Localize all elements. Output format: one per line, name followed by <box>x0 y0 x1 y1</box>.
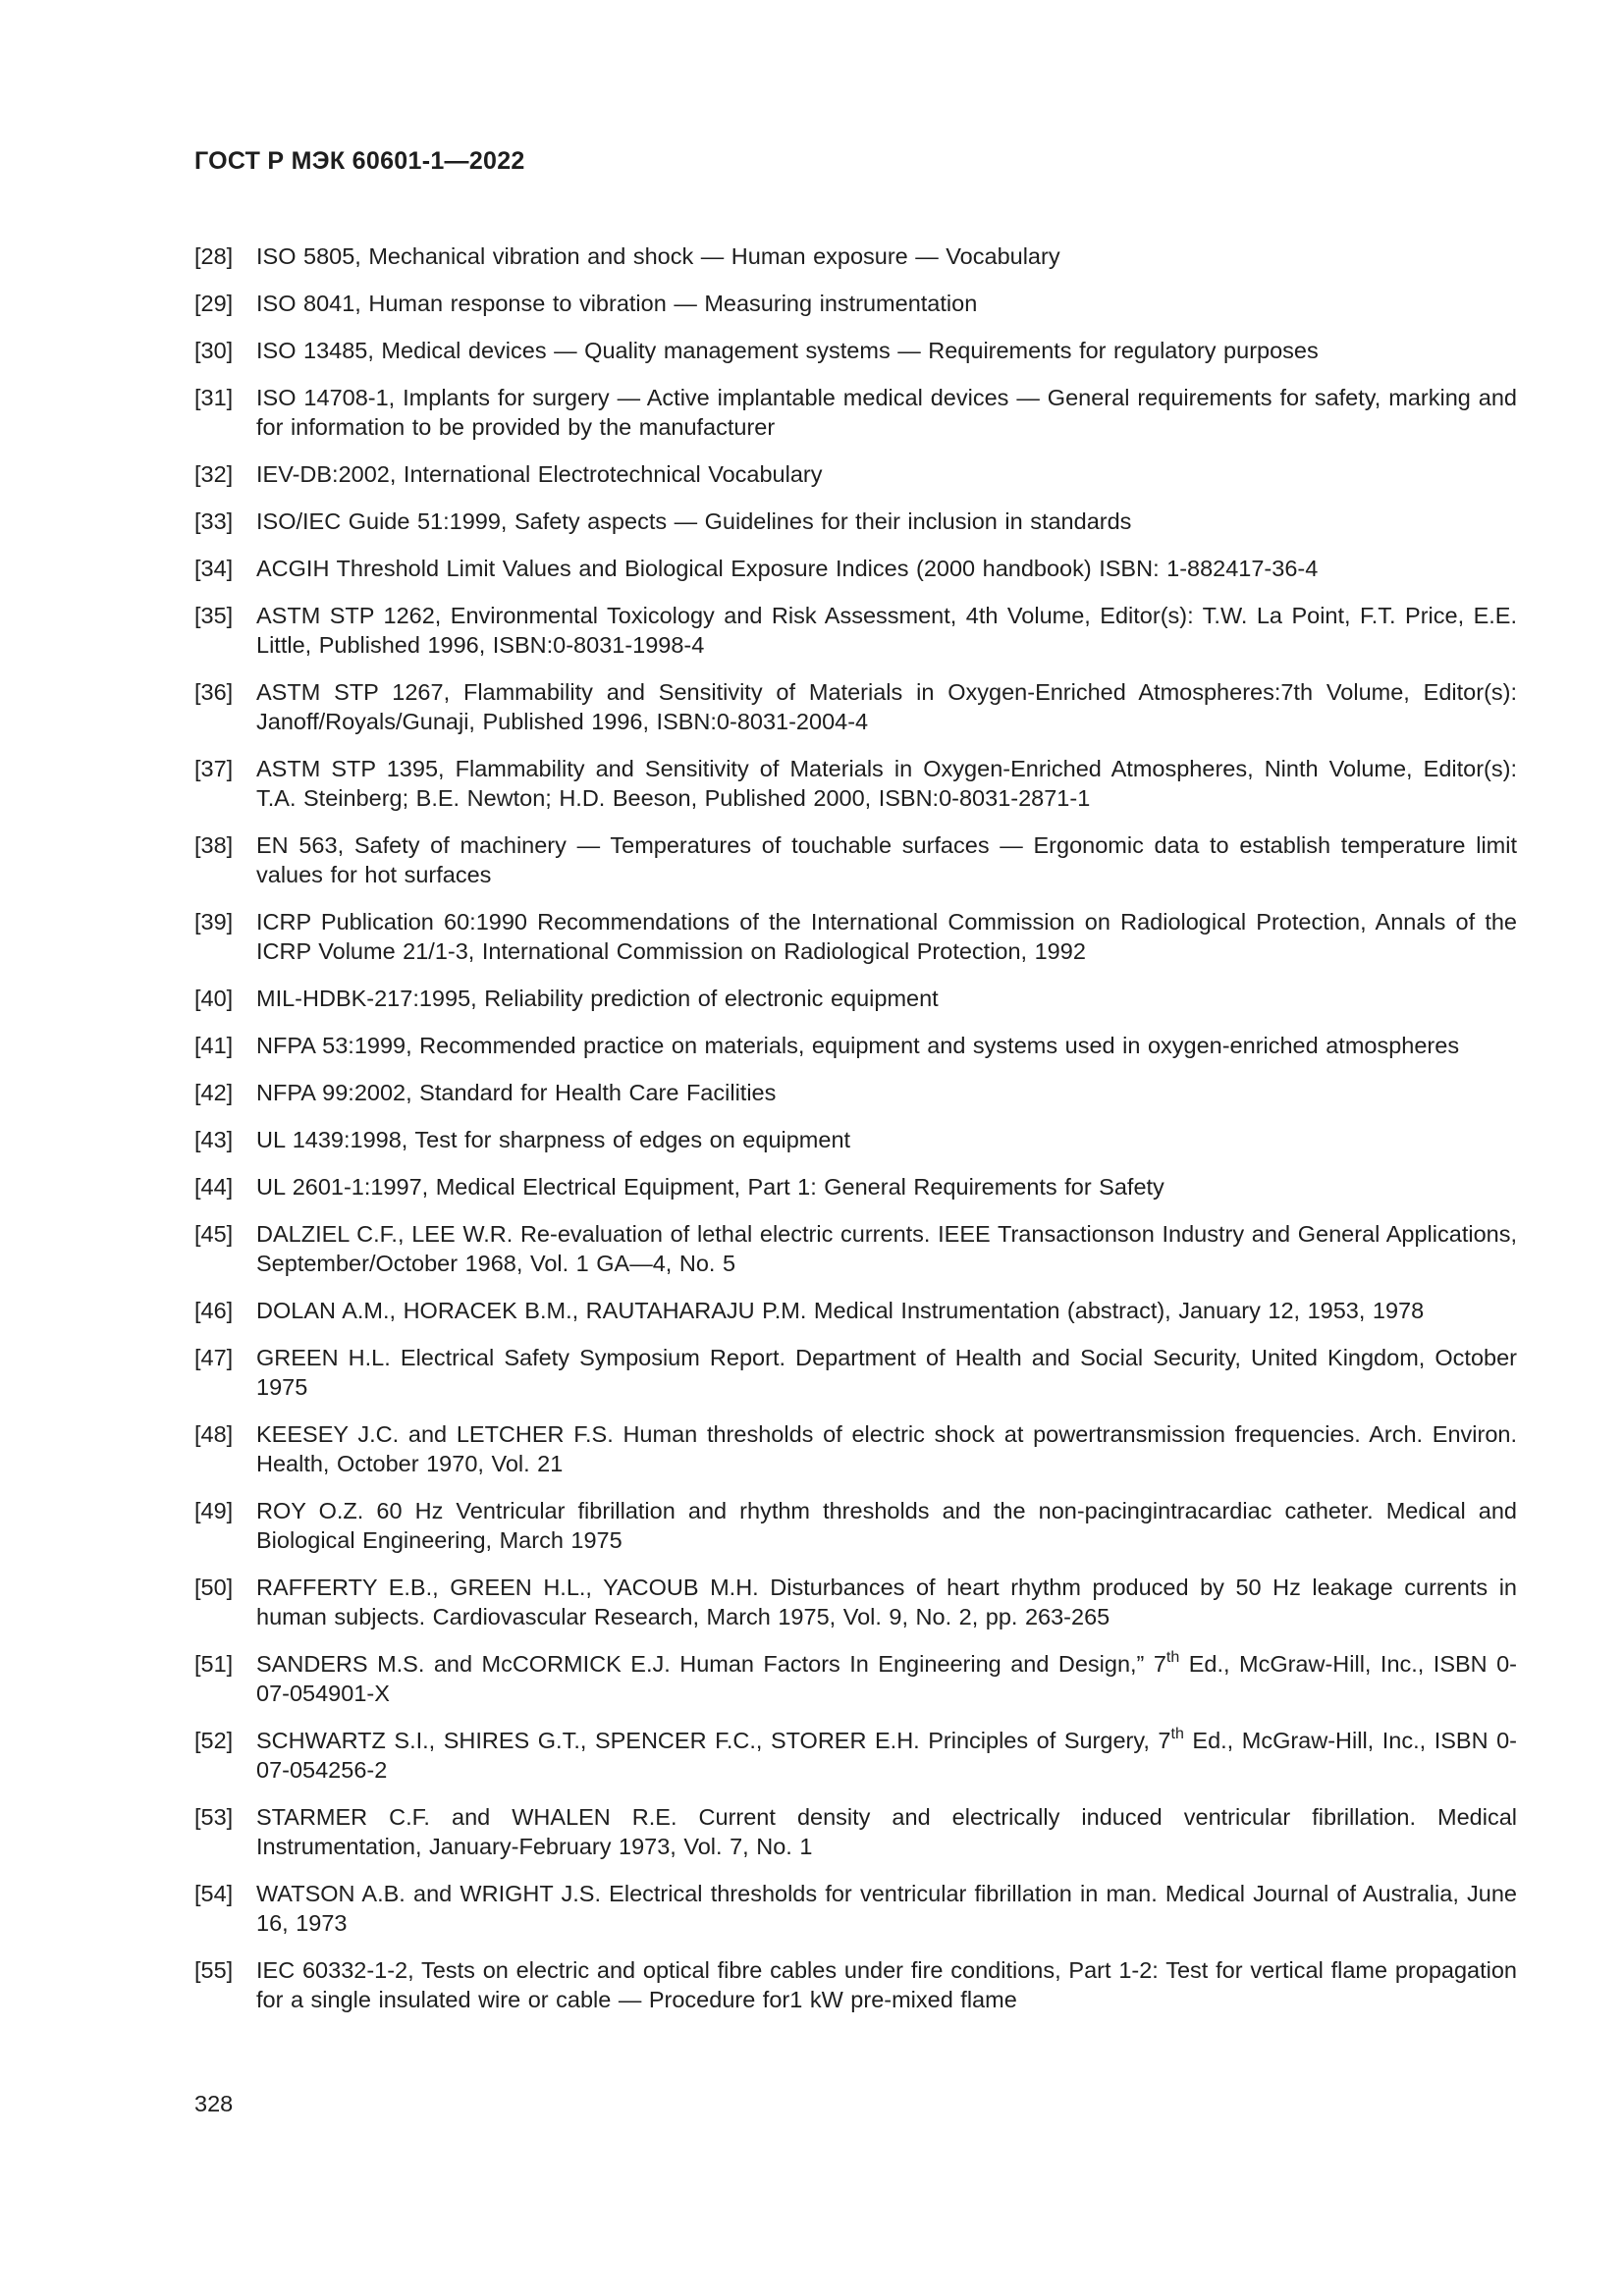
reference-text: NFPA 99:2002, Standard for Health Care Facilities <box>256 1080 777 1105</box>
reference-item <box>194 1078 1517 1107</box>
reference-item <box>194 1343 1517 1402</box>
reference-item <box>194 554 1517 583</box>
reference-text: ASTM STP 1267, Flammability and Sensitivity of Materials in Oxygen-Enriched Atmospheres:7th Volume, Editor(s): Janoff/Royals/Gunaji, Published 1996, ISBN:0-8031-2004-4 <box>256 679 1517 734</box>
reference-number: [36] <box>194 679 234 705</box>
reference-item <box>194 601 1517 660</box>
reference-item <box>194 1955 1517 2014</box>
reference-item <box>194 383 1517 442</box>
reference-text: STARMER C.F. and WHALEN R.E. Current density and electrically induced ventricular fibrillation. Medical Instrumentation, January-February 1973, Vol. 7, No. 1 <box>256 1804 1517 1859</box>
reference-text: UL 1439:1998, Test for sharpness of edges on equipment <box>256 1127 851 1152</box>
reference-text: ISO 8041, Human response to vibration — Measuring instrumentation <box>256 291 978 316</box>
reference-text: MIL-HDBK-217:1995, Reliability prediction of electronic equipment <box>256 986 939 1011</box>
reference-number: [32] <box>194 461 234 487</box>
reference-number: [30] <box>194 338 234 363</box>
reference-number: [39] <box>194 909 234 934</box>
reference-number: [42] <box>194 1080 234 1105</box>
reference-item <box>194 677 1517 736</box>
reference-item <box>194 1802 1517 1861</box>
reference-text: KEESEY J.C. and LETCHER F.S. Human thresholds of electric shock at powertransmission frequencies. Arch. Environ. Health, October 1970, Vol. 21 <box>256 1421 1517 1476</box>
reference-number: [50] <box>194 1575 234 1600</box>
reference-text: EN 563, Safety of machinery — Temperatures of touchable surfaces — Ergonomic data to establish temperature limit values for hot surfaces <box>256 832 1517 887</box>
reference-text: DALZIEL C.F., LEE W.R. Re-evaluation of lethal electric currents. IEEE Transactionson Industry and General Applications, September/October 1968, Vol. 1 GA—4, No. 5 <box>256 1221 1517 1276</box>
reference-item <box>194 1649 1517 1708</box>
reference-number: [51] <box>194 1651 234 1677</box>
reference-item <box>194 1031 1517 1060</box>
page-title: ГОСТ Р МЭК 60601-1—2022 <box>194 147 525 175</box>
reference-number: [55] <box>194 1957 234 1983</box>
reference-list <box>194 241 1517 2032</box>
reference-text: NFPA 53:1999, Recommended practice on materials, equipment and systems used in oxygen-enriched atmospheres <box>256 1033 1460 1058</box>
reference-item <box>194 459 1517 489</box>
reference-item <box>194 1296 1517 1325</box>
reference-item <box>194 1573 1517 1631</box>
reference-text: RAFFERTY E.B., GREEN H.L., YACOUB M.H. Disturbances of heart rhythm produced by 50 Hz leakage currents in human subjects. Cardiovascular Research, March 1975, Vol. 9, No. 2, pp. 263-265 <box>256 1575 1517 1629</box>
reference-number: [47] <box>194 1345 234 1370</box>
reference-number: [40] <box>194 986 234 1011</box>
reference-number: [45] <box>194 1221 234 1247</box>
reference-text: ASTM STP 1395, Flammability and Sensitivity of Materials in Oxygen-Enriched Atmospheres, Ninth Volume, Editor(s): T.A. Steinberg; B.E. Newton; H.D. Beeson, Published 2000, ISBN:0-8031-2871-1 <box>256 756 1517 811</box>
reference-item <box>194 984 1517 1013</box>
reference-number: [44] <box>194 1174 234 1200</box>
reference-item <box>194 1172 1517 1201</box>
superscript-ordinal: th <box>1165 1649 1180 1666</box>
reference-item <box>194 1496 1517 1555</box>
reference-text: ISO 14708-1, Implants for surgery — Active implantable medical devices — General requirements for safety, marking and for information to be provided by the manufacturer <box>256 385 1517 440</box>
reference-number: [43] <box>194 1127 234 1152</box>
reference-text <box>256 1649 1517 1708</box>
reference-item <box>194 1879 1517 1938</box>
reference-text-main: SCHWARTZ S.I., SHIRES G.T., SPENCER F.C., STORER E.H. Principles of Surgery, 7 <box>256 1728 1171 1753</box>
reference-text-main: SANDERS M.S. and McCORMICK E.J. Human Factors In Engineering and Design,” 7 <box>256 1651 1166 1677</box>
reference-number: [53] <box>194 1804 234 1830</box>
reference-number: [52] <box>194 1728 234 1753</box>
reference-number: [49] <box>194 1498 234 1523</box>
reference-text: DOLAN A.M., HORACEK B.M., RAUTAHARAJU P.M. Medical Instrumentation (abstract), January 12, 1953, 1978 <box>256 1298 1425 1323</box>
reference-text: IEV-DB:2002, International Electrotechnical Vocabulary <box>256 461 823 487</box>
reference-item <box>194 907 1517 966</box>
superscript-ordinal: th <box>1170 1726 1184 1742</box>
reference-text: ISO 13485, Medical devices — Quality management systems — Requirements for regulatory purposes <box>256 338 1319 363</box>
reference-text: GREEN H.L. Electrical Safety Symposium Report. Department of Health and Social Security, United Kingdom, October 1975 <box>256 1345 1517 1400</box>
reference-text: ACGIH Threshold Limit Values and Biological Exposure Indices (2000 handbook) ISBN: 1-882417-36-4 <box>256 556 1319 581</box>
reference-item <box>194 830 1517 889</box>
reference-item <box>194 754 1517 813</box>
reference-text-rest: Ed., McGraw-Hill, Inc., ISBN 0-07-054901-X <box>256 1651 1517 1706</box>
reference-number: [54] <box>194 1881 234 1906</box>
reference-number: [46] <box>194 1298 234 1323</box>
reference-text: ISO/IEC Guide 51:1999, Safety aspects — Guidelines for their inclusion in standards <box>256 508 1132 534</box>
reference-number: [37] <box>194 756 234 781</box>
reference-text: ICRP Publication 60:1990 Recommendations of the International Commission on Radiological Protection, Annals of the ICRP Volume 21/1-3, International Commission on Radiological Protection, 1992 <box>256 909 1517 964</box>
reference-item <box>194 336 1517 365</box>
page-number: 328 <box>194 2091 234 2116</box>
reference-number: [48] <box>194 1421 234 1447</box>
reference-text: IEC 60332-1-2, Tests on electric and optical fibre cables under fire conditions, Part 1-2: Test for vertical flame propagation for a single insulated wire or cable — Procedure for1 kW pre-mixed flame <box>256 1957 1517 2012</box>
reference-item <box>194 1726 1517 1785</box>
reference-number: [41] <box>194 1033 234 1058</box>
reference-item <box>194 1219 1517 1278</box>
reference-item <box>194 507 1517 536</box>
reference-number: [35] <box>194 603 234 628</box>
reference-text-rest: Ed., McGraw-Hill, Inc., ISBN 0-07-054256-2 <box>256 1728 1517 1783</box>
reference-number: [29] <box>194 291 234 316</box>
reference-item <box>194 1125 1517 1154</box>
reference-number: [28] <box>194 243 234 269</box>
reference-item <box>194 241 1517 271</box>
reference-number: [38] <box>194 832 234 858</box>
reference-text: ROY O.Z. 60 Hz Ventricular fibrillation and rhythm thresholds and the non-pacingintracardiac catheter. Medical and Biological Engineering, March 1975 <box>256 1498 1517 1553</box>
reference-text: UL 2601-1:1997, Medical Electrical Equipment, Part 1: General Requirements for Safety <box>256 1174 1164 1200</box>
reference-number: [34] <box>194 556 234 581</box>
reference-text <box>256 1726 1517 1785</box>
reference-text: WATSON A.B. and WRIGHT J.S. Electrical thresholds for ventricular fibrillation in man. Medical Journal of Australia, June 16, 1973 <box>256 1881 1517 1936</box>
reference-item <box>194 289 1517 318</box>
reference-number: [31] <box>194 385 234 410</box>
reference-number: [33] <box>194 508 234 534</box>
reference-text: ASTM STP 1262, Environmental Toxicology and Risk Assessment, 4th Volume, Editor(s): T.W. La Point, F.T. Price, E.E. Little, Published 1996, ISBN:0-8031-1998-4 <box>256 603 1517 658</box>
reference-text: ISO 5805, Mechanical vibration and shock — Human exposure — Vocabulary <box>256 243 1060 269</box>
reference-item <box>194 1419 1517 1478</box>
